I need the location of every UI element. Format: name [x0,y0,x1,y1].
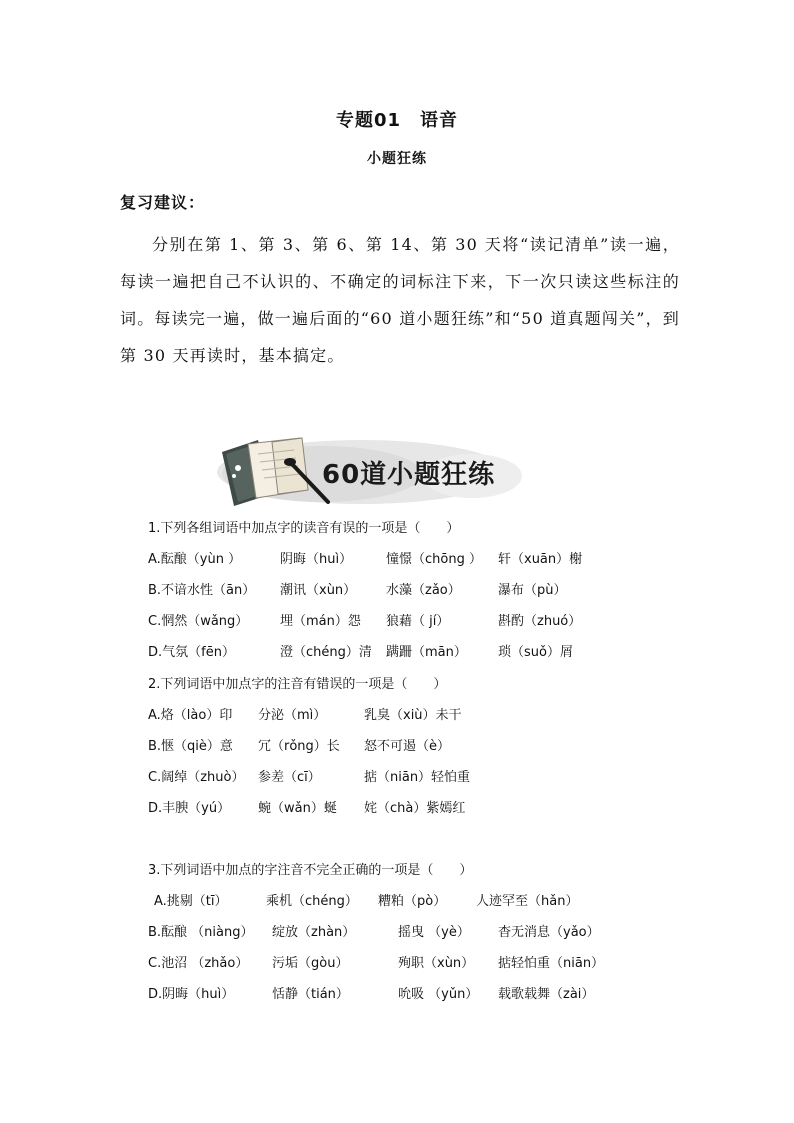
option-item: C.池沼 （zhǎo） [148,956,249,971]
option-b [148,731,450,762]
option-item: B.不谙水性（ān） [148,583,256,598]
option-item: 杳无消息（yǎo） [498,925,600,940]
option-item: B.惬（qiè）意 [148,739,233,754]
option-item: 掂（niān）轻怕重 [364,770,471,785]
option-item: 恬静（tián） [272,987,349,1002]
option-item: 瀑布（pù） [498,583,567,598]
option-item: 蜿（wǎn）蜒 [258,801,337,816]
option-b [148,575,567,606]
option-item: 琐（suǒ）屑 [498,645,573,660]
option-a [148,886,579,917]
option-item: D.气氛（fēn） [148,645,235,660]
option-item: 参差（cī） [258,770,321,785]
page-title: 专题01 语音 [335,110,459,131]
option-b [148,917,600,948]
option-item: 人迹罕至（hǎn） [476,894,579,909]
question-stem: 1.下列各组词语中加点字的读音有误的一项是（ ） [148,521,460,536]
option-c [148,948,605,979]
question-stem: 2.下列词语中加点字的注音有错误的一项是（ ） [148,677,447,692]
option-item: D.丰腴（yú） [148,801,231,816]
option-item: 怒不可遏（è） [364,739,450,754]
option-item: A.挑剔（tī） [154,894,228,909]
option-item: 阴晦（huì） [280,552,353,567]
option-item: 澄（chéng）清 [280,645,372,660]
option-item: 狼藉（ jí） [386,614,450,629]
option-item: 蹒跚（mān） [386,645,467,660]
option-item: D.阴晦（huì） [148,987,235,1002]
option-item: 潮讯（xùn） [280,583,357,598]
option-item: 殉职（xùn） [398,956,475,971]
option-a [148,544,583,575]
page-subtitle: 小题狂练 [367,151,427,167]
option-item: 水藻（zǎo） [386,583,461,598]
option-item: 姹（chà）紫嫣红 [364,801,466,816]
option-item: 分泌（mì） [258,708,327,723]
option-item: 冗（rǒng）长 [258,739,340,754]
option-item: C.惘然（wǎng） [148,614,249,629]
option-d [148,793,466,824]
option-d [148,637,573,668]
question-2 [148,669,471,824]
review-paragraph: 分别在第 1、第 3、第 6、第 14、第 30 天将“读记清单”读一遍，每读一遍把自己不认识的、不确定的词标注下来，下一次只读这些标注的词。每读完一遍，做一遍后面的“60 道小题狂练”和“50 道真题闯关”，到第 30 天再读时，基本搞定。 [120,235,681,365]
option-item: 污垢（gòu） [272,956,349,971]
section-banner [212,432,522,510]
option-c [148,762,471,793]
option-item: B.酝酿 （niàng） [148,925,254,940]
option-item: 轩（xuān）榭 [498,552,583,567]
question-1 [148,513,583,668]
review-heading: 复习建议： [120,193,206,212]
option-item: 憧憬（chōng ） [386,552,482,567]
option-c [148,606,582,637]
option-item: A.烙（lào）印 [148,708,233,723]
option-item: 吮吸 （yǔn） [398,987,479,1002]
option-item: 载歌载舞（zài） [498,987,595,1002]
option-item: 乳臭（xiù）未干 [364,708,462,723]
option-item: 掂轻怕重（niān） [498,956,605,971]
option-item: 绽放（zhàn） [272,925,356,940]
banner-title: 60道小题狂练 [322,460,496,490]
option-item: 摇曳 （yè） [398,925,470,940]
option-d [148,979,595,1010]
option-item: 斟酌（zhuó） [498,614,582,629]
option-item: 埋（mán）怨 [280,614,361,629]
option-item: 糟粕（pò） [378,894,447,909]
option-item: A.酝酿（yùn ） [148,552,242,567]
option-item: 乘机（chéng） [266,894,358,909]
question-3 [148,855,605,1010]
question-stem: 3.下列词语中加点的字注音不完全正确的一项是（ ） [148,863,473,878]
option-a [148,700,462,731]
option-item: C.阔绰（zhuò） [148,770,245,785]
